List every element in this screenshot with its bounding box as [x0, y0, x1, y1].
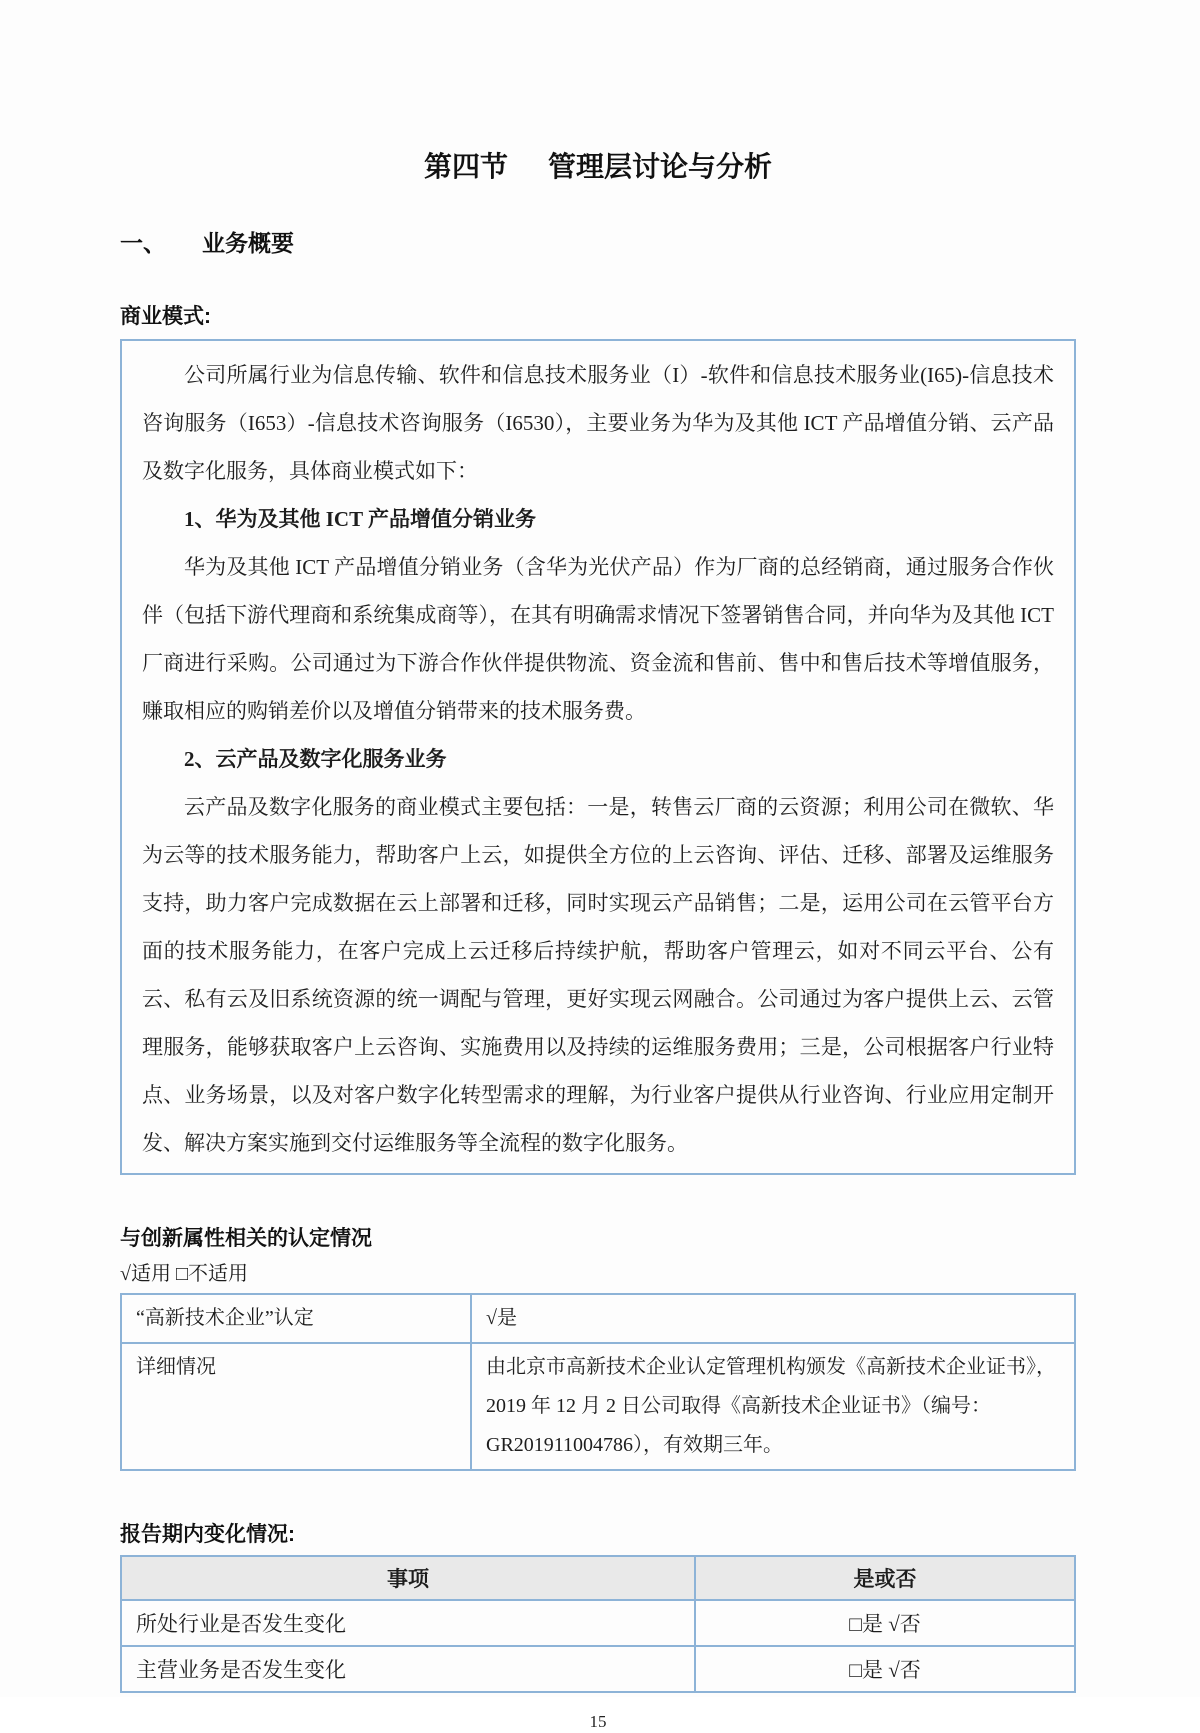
page-title-section-number: 第四节: [423, 151, 508, 182]
subheading-distribution-business: 1、华为及其他 ICT 产品增值分销业务: [184, 507, 536, 531]
column-header-item: 事项: [121, 1556, 695, 1600]
subheading-cloud-business: 2、云产品及数字化服务业务: [184, 747, 447, 771]
changes-heading: 报告期内变化情况:: [120, 1523, 295, 1546]
change-answer-main-business: □是 √否: [695, 1646, 1075, 1692]
table-header-row: [121, 1556, 1075, 1600]
cert-row-value: √是: [471, 1294, 1075, 1343]
page-title: [120, 148, 1076, 186]
change-answer-industry: □是 √否: [695, 1600, 1075, 1646]
cert-detail-value: 由北京市高新技术企业认定管理机构颁发《高新技术企业证书》，2019 年 12 月 2 日公司取得《高新技术企业证书》（编号：GR201911004786），有效期三年。: [471, 1343, 1075, 1470]
business-model-label: 商业模式:: [120, 305, 211, 328]
cert-row-label: “高新技术企业”认定: [121, 1294, 471, 1343]
change-item-industry: 所处行业是否发生变化: [121, 1600, 695, 1646]
changes-table: [120, 1555, 1076, 1693]
paragraph-cloud-detail: 云产品及数字化服务的商业模式主要包括：一是，转售云厂商的云资源；利用公司在微软、华为云等的技术服务能力，帮助客户上云，如提供全方位的上云咨询、评估、迁移、部署及运维服务支持，助力客户完成数据在云上部署和迁移，同时实现云产品销售；二是，运用公司在云管平台方面的技术服务能力，在客户完成上云迁移后持续护航，帮助客户管理云，如对不同云平台、公有云、私有云及旧系统资源的统一调配与管理，更好实现云网融合。公司通过为客户提供上云、云管理服务，能够获取客户上云咨询、实施费用以及持续的运维服务费用；三是，公司根据客户行业特点、业务场景，以及对客户数字化转型需求的理解，为行业客户提供从行业咨询、行业应用定制开发、解决方案实施到交付运维服务等全流程的数字化服务。: [142, 795, 1054, 1155]
page-title-text: 管理层讨论与分析: [548, 151, 773, 182]
section-number: 一、: [120, 230, 166, 256]
business-model-box: [120, 339, 1076, 1175]
paragraph-industry: 公司所属行业为信息传输、软件和信息技术服务业（I）-软件和信息技术服务业(I65)-信息技术咨询服务（I653）-信息技术咨询服务（I6530），主要业务为华为及其他 ICT 产品增值分销、云产品及数字化服务，具体商业模式如下：: [142, 363, 1054, 483]
page-number: 15: [589, 1712, 607, 1731]
applicability-note: √适用 □不适用: [120, 1263, 249, 1285]
cert-detail-label: 详细情况: [121, 1343, 471, 1470]
section-heading-text: 业务概要: [202, 230, 294, 256]
paragraph-distribution-detail: 华为及其他 ICT 产品增值分销业务（含华为光伏产品）作为厂商的总经销商，通过服务合作伙伴（包括下游代理商和系统集成商等），在其有明确需求情况下签署销售合同，并向华为及其他 ICT 厂商进行采购。公司通过为下游合作伙伴提供物流、资金流和售前、售中和售后技术等增值服务，赚取相应的购销差价以及增值分销带来的技术服务费。: [142, 555, 1054, 723]
table-row: [121, 1294, 1075, 1343]
innovation-heading: 与创新属性相关的认定情况: [120, 1227, 372, 1250]
section-heading: [120, 228, 1076, 258]
table-row: [121, 1646, 1075, 1692]
table-row: [121, 1343, 1075, 1470]
change-item-main-business: 主营业务是否发生变化: [121, 1646, 695, 1692]
certification-table: [120, 1293, 1076, 1471]
column-header-yes-no: 是或否: [695, 1556, 1075, 1600]
table-row: [121, 1600, 1075, 1646]
